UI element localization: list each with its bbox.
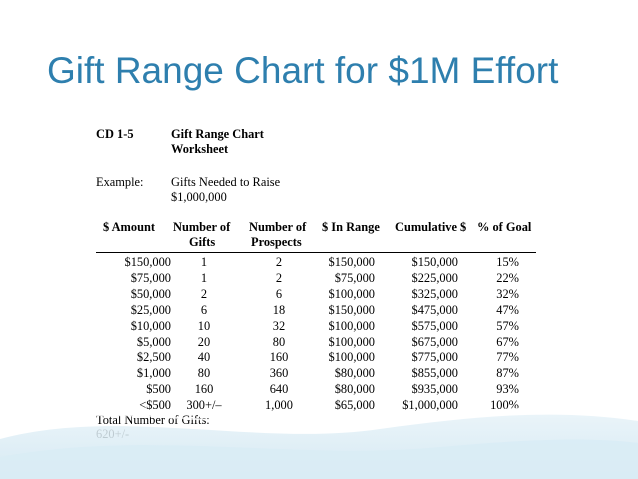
cell-prospects: 1,000 [265, 398, 293, 413]
cell-gifts: 1 [200, 270, 208, 285]
cell-amount: $1,000 [136, 366, 171, 381]
cell-amount: $150,000 [124, 255, 171, 269]
cell-cumulative: $675,000 [411, 334, 458, 349]
cell-prospects: 360 [269, 366, 289, 381]
cell-prospects: 640 [269, 382, 289, 397]
cell-amount: $2,500 [136, 350, 171, 365]
cell-pct: 15% [496, 255, 519, 269]
example-line1: Gifts Needed to Raise [171, 175, 281, 189]
cell-amount: $75,000 [130, 270, 171, 285]
cell-in-range: $100,000 [328, 334, 375, 349]
cell-prospects: 32 [272, 318, 286, 333]
cell-in-range: $100,000 [328, 318, 375, 333]
cell-amount: $500 [146, 382, 171, 397]
worksheet-image [69, 121, 568, 445]
header-gifts-line2: Gifts [189, 235, 216, 249]
cell-gifts: 160 [194, 382, 214, 397]
cell-in-range: $75,000 [334, 270, 375, 285]
cell-cumulative: $475,000 [411, 302, 458, 317]
cell-gifts: 20 [197, 334, 211, 349]
cell-prospects: 6 [275, 286, 283, 301]
cell-cumulative: $150,000 [411, 255, 458, 269]
example-line2: $1,000,000 [171, 190, 227, 204]
cell-cumulative: $935,000 [411, 382, 458, 397]
cell-gifts: 1 [200, 255, 208, 269]
cell-in-range: $80,000 [334, 382, 375, 397]
worksheet-title-line2: Worksheet [171, 142, 229, 156]
cell-pct: 93% [496, 382, 519, 397]
cell-gifts: 300+/– [186, 398, 222, 413]
cell-prospects: 18 [272, 302, 286, 317]
header-prospects-line2: Prospects [251, 235, 302, 249]
cell-gifts: 10 [197, 318, 211, 333]
cell-amount: $25,000 [130, 302, 171, 317]
cell-gifts: 6 [200, 302, 208, 317]
example-label: Example: [96, 175, 144, 189]
header-prospects-line1: Number of [249, 220, 307, 234]
cell-in-range: $80,000 [334, 366, 375, 381]
header-amount: $ Amount [103, 220, 155, 234]
cell-pct: 87% [496, 366, 519, 381]
cell-amount: $10,000 [130, 318, 171, 333]
header-cumulative: Cumulative $ [395, 220, 467, 234]
header-gifts-line1: Number of [173, 220, 231, 234]
cell-cumulative: $855,000 [411, 366, 458, 381]
cell-in-range: $100,000 [328, 286, 375, 301]
cell-prospects: 2 [275, 255, 283, 269]
cell-in-range: $100,000 [328, 350, 375, 365]
cell-gifts: 2 [200, 286, 208, 301]
cell-pct: 57% [496, 318, 519, 333]
worksheet-code: CD 1-5 [96, 127, 134, 141]
cell-cumulative: $575,000 [411, 318, 458, 333]
cell-prospects: 2 [275, 270, 283, 285]
cell-pct: 47% [496, 302, 519, 317]
decorative-wave [0, 399, 638, 479]
cell-cumulative: $225,000 [411, 270, 458, 285]
cell-amount: $50,000 [130, 286, 171, 301]
cell-amount: $5,000 [136, 334, 171, 349]
cell-in-range: $150,000 [328, 255, 375, 269]
cell-pct: 77% [496, 350, 519, 365]
cell-pct: 32% [496, 286, 519, 301]
cell-in-range: $65,000 [334, 398, 375, 413]
cell-pct: 67% [496, 334, 519, 349]
cell-prospects: 160 [269, 350, 289, 365]
cell-cumulative: $325,000 [411, 286, 458, 301]
cell-gifts: 80 [197, 366, 211, 381]
total-gifts-label: Total Number of Gifts: [96, 413, 210, 427]
cell-pct: 100% [490, 398, 519, 413]
cell-cumulative: $1,000,000 [402, 398, 458, 413]
cell-amount: <$500 [139, 398, 171, 413]
slide-title: Gift Range Chart for $1M Effort [47, 50, 559, 91]
cell-gifts: 40 [197, 350, 211, 365]
cell-pct: 22% [496, 270, 519, 285]
cell-cumulative: $775,000 [411, 350, 458, 365]
header-rule [96, 252, 536, 253]
cell-in-range: $150,000 [328, 302, 375, 317]
cell-prospects: 80 [272, 334, 286, 349]
worksheet-title-line1: Gift Range Chart [171, 127, 264, 141]
header-in-range: $ In Range [322, 220, 380, 234]
header-pct-goal: % of Goal [477, 220, 532, 234]
